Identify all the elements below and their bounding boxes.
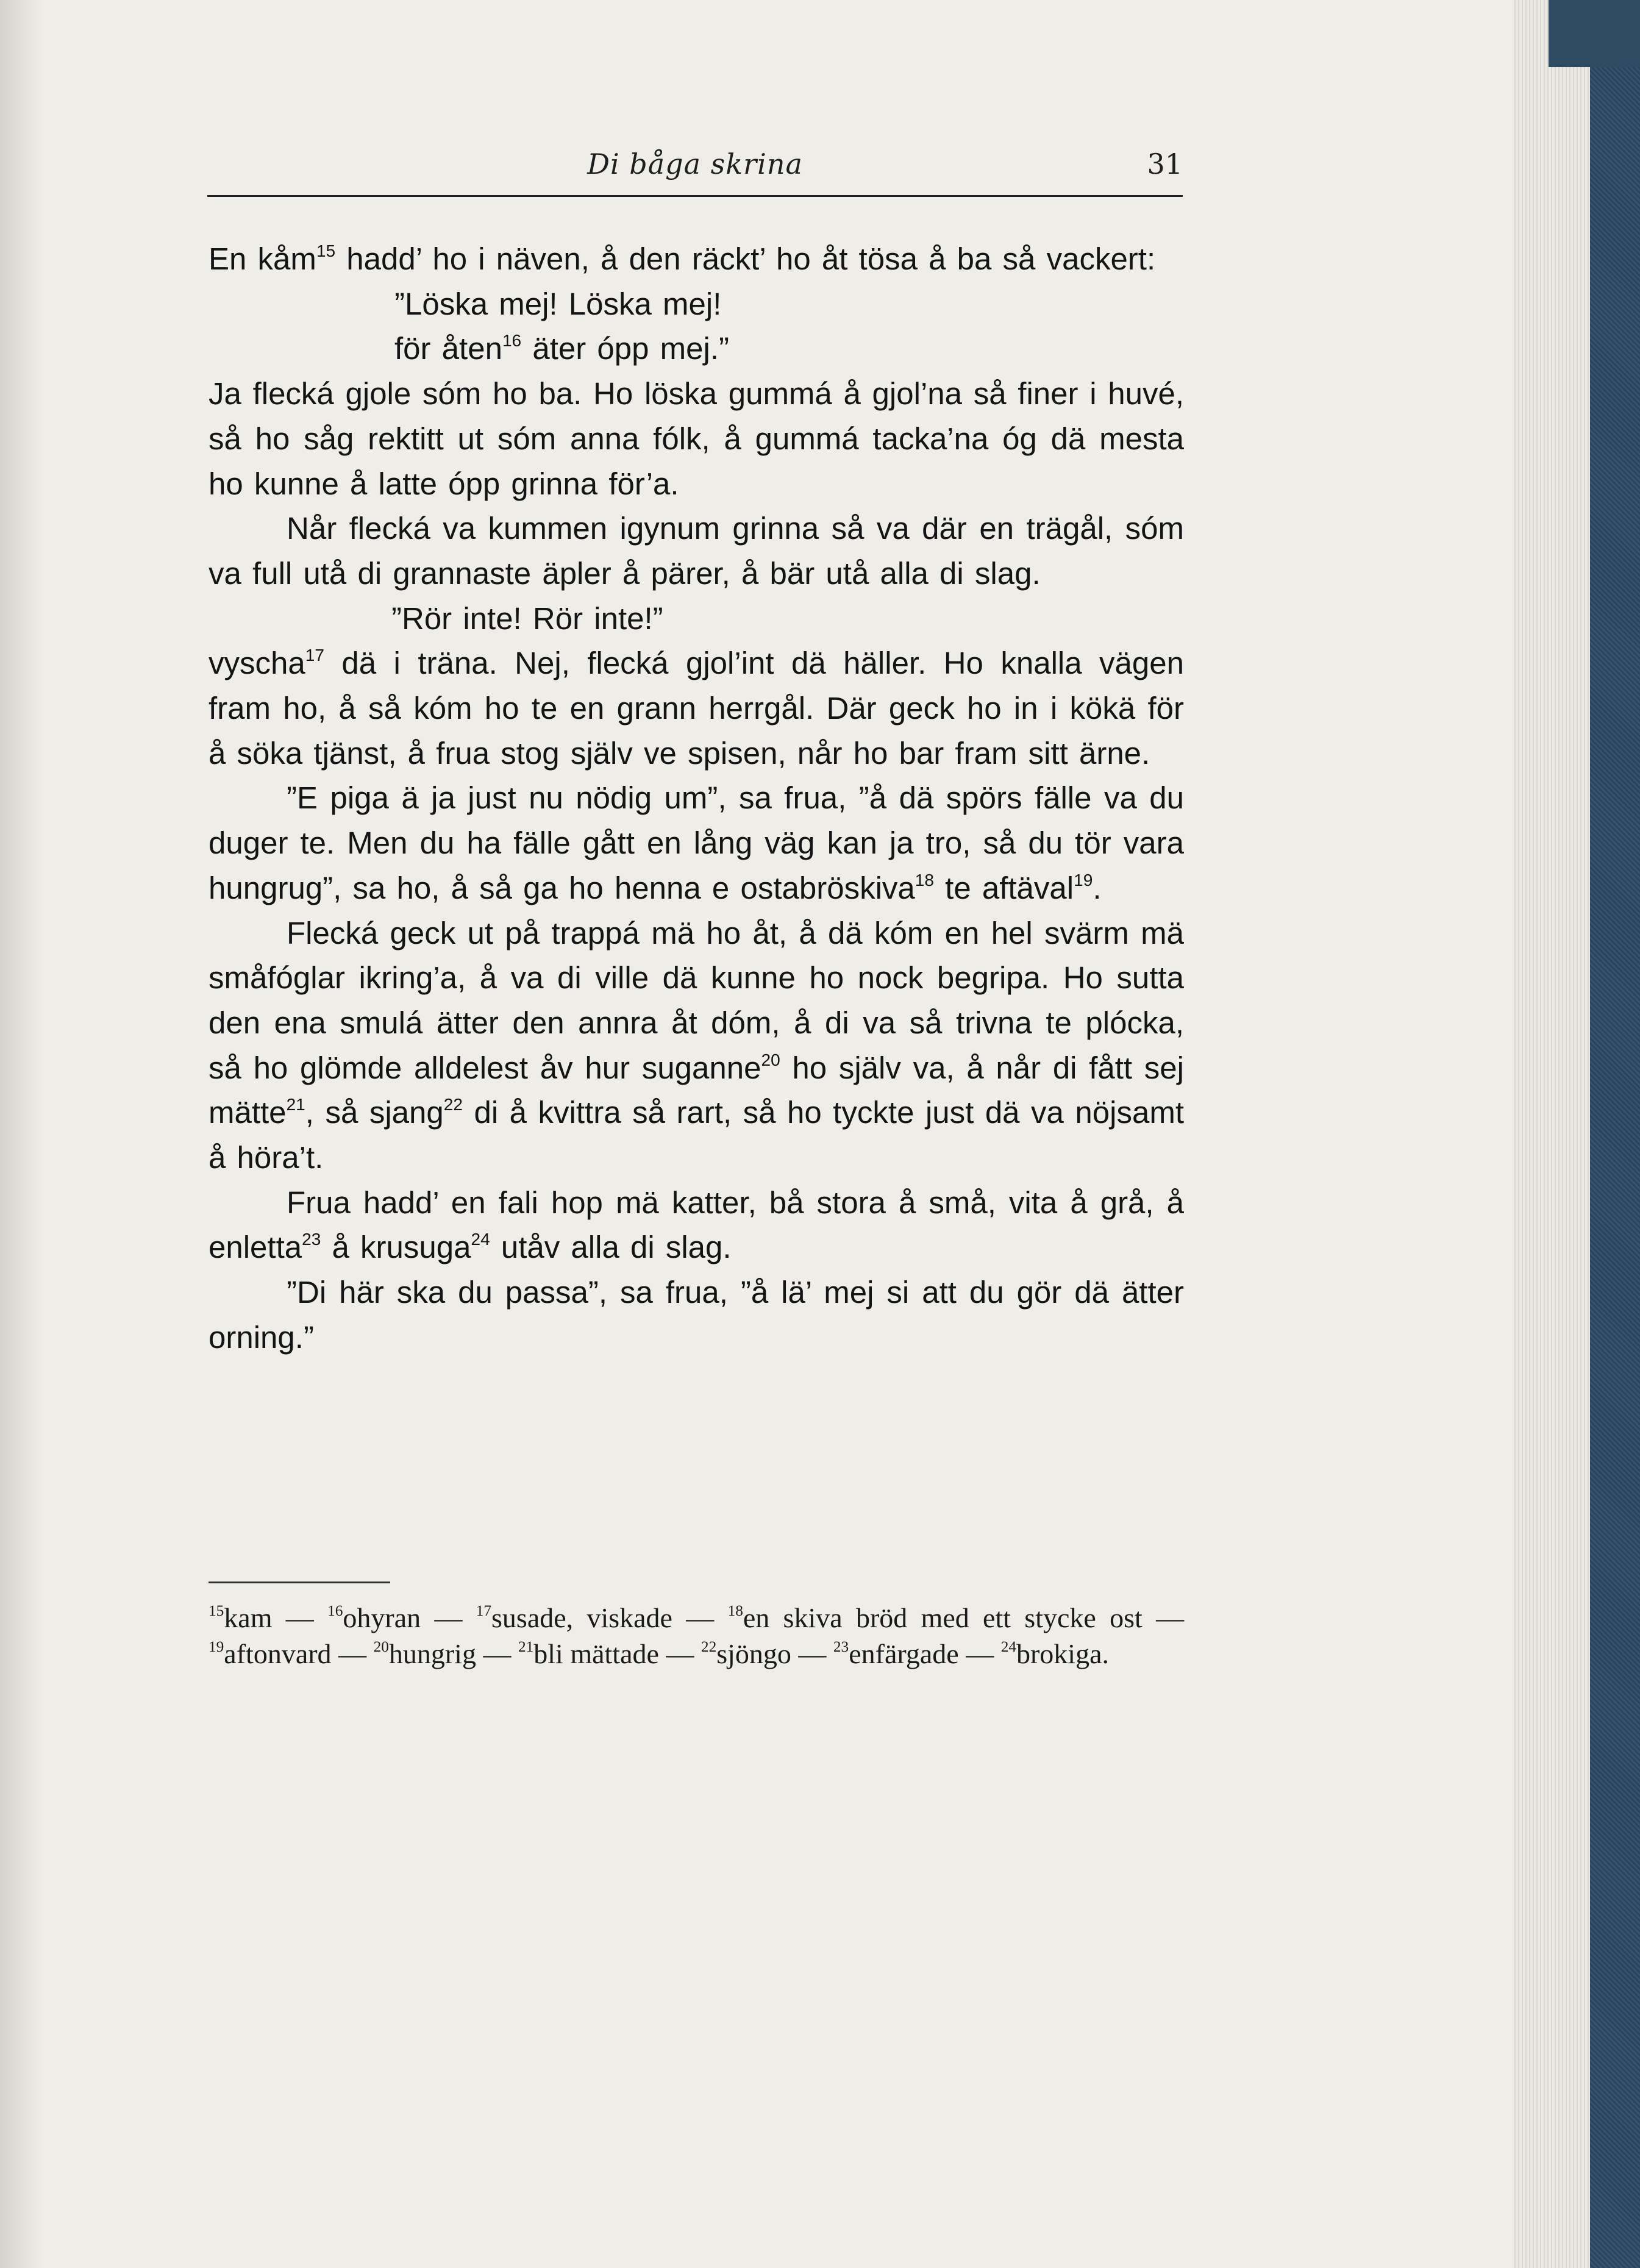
footnote-ref-22: 22 <box>443 1095 463 1114</box>
footnote-ref-19: 19 <box>1074 870 1093 890</box>
running-title: Di båga skrina <box>587 148 803 180</box>
footnote-ref-18: 18 <box>914 870 934 890</box>
page-number: 31 <box>1147 148 1183 180</box>
book-cover <box>1590 0 1640 2268</box>
footnote-18: $^{18}$en skiva bröd med ett stycke ost <box>727 1602 1143 1633</box>
verse-line: för åten$^{16}$ äter ópp mej.” <box>394 331 729 366</box>
footnote-ref-21: 21 <box>286 1095 305 1114</box>
verse-line: ”Rör inte! Rör inte!” <box>391 601 663 636</box>
footnote-16: $^{16}$ohyran <box>327 1602 421 1633</box>
footnote-21: $^{21}$bli mättade <box>518 1638 659 1669</box>
footnote-ref-20: 20 <box>761 1050 780 1069</box>
footnote-separator <box>209 1582 390 1583</box>
paragraph-3: Når flecká va kummen igynum grinna så va där en trägål, sóm va full utå di grannaste äpler å pärer, å bär utå alla di slag. <box>209 511 1184 591</box>
paragraph-8: ”Di här ska du passa”, sa frua, ”å lä’ mej si att du gör dä ätter orning.” <box>209 1275 1184 1355</box>
paragraph-7: Frua hadd’ en fali hop mä katter, bå stora å små, vita å grå, å enletta$^{23}$ å krusuga$^{24}$ utåv alla di slag. <box>209 1185 1184 1265</box>
book-cover-corner <box>1549 0 1640 67</box>
page-edges <box>1512 0 1591 2268</box>
page-header <box>207 140 1183 197</box>
paragraph-6: Flecká geck ut på trappá mä ho åt, å dä kóm en hel svärm mä småfóglar ikring’a, å va di ville dä kunne ho nock begripa. Ho sutta den ena smulá ätter den annra åt dóm, å di va så trivna te plócka, så ho glömde alldelest åv hur suganne$^{20}$ ho själv va, å når di fått sej mätte$^{21}$, så sjang$^{22}$ di å kvittra så rart, så ho tyckte just dä va nöjsamt å höra’t. <box>209 915 1185 1175</box>
footnote-23: $^{23}$enfärgade <box>833 1638 959 1669</box>
footnote-ref-17: 17 <box>305 646 324 665</box>
footnote-ref-15: 15 <box>316 241 336 260</box>
body-text <box>209 237 1184 1360</box>
footnote-ref-16: 16 <box>502 331 522 351</box>
paragraph-1: En kåm$^{15}$ hadd’ ho i näven, å den räckt’ ho åt tösa å ba så vackert: <box>209 241 1156 276</box>
footnote-ref-24: 24 <box>471 1230 490 1249</box>
footnote-ref-23: 23 <box>302 1230 321 1249</box>
paragraph-2: Ja flecká gjole sóm ho ba. Ho löska gummá å gjol’na så finer i huvé, så ho såg rektitt ut sóm anna fólk, å gummá tacka’na óg dä mesta ho kunne å latte ópp grinna för’a. <box>209 376 1184 501</box>
footnote-17: $^{17}$susade, viskade <box>476 1602 672 1633</box>
footnote-19: $^{19}$aftonvard <box>209 1638 332 1669</box>
footnote-24: $^{24}$brokiga. <box>1000 1638 1109 1669</box>
footnote-15: $^{15}$kam <box>209 1602 273 1633</box>
paragraph-5: ”E piga ä ja just nu nödig um”, sa frua, ”å dä spörs fälle va du duger te. Men du ha fälle gått en lång väg kan ja tro, så du tör vara hungrug”, sa ho, å så ga ho henna e ostabröskiva$^{18}$ te aftäval$^{19}$. <box>209 780 1184 905</box>
footnotes: $^{15}$kam — $^{16}$ohyran — $^{17}$susade, viskade — $^{18}$en skiva bröd med ett stycke ost — $^{19}$aftonvard — $^{20}$hungrig — $^{21}$bli mättade — $^{22}$sjöngo — $^{23}$enfärgade — $^{24}$brokiga. <box>209 1602 1185 1669</box>
footnote-22: $^{22}$sjöngo <box>701 1638 791 1669</box>
page-gutter-shadow <box>0 0 43 2268</box>
paragraph-4: vyscha$^{17}$ dä i träna. Nej, flecká gjol’int dä häller. Ho knalla vägen fram ho, å så kóm ho te en grann herrgål. Där geck ho in i kökä för å söka tjänst, å frua stog själv ve spisen, når ho bar fram sitt ärne. <box>209 646 1184 771</box>
verse-line: ”Löska mej! Löska mej! <box>394 286 722 321</box>
footnote-20: $^{20}$hungrig <box>373 1638 476 1669</box>
